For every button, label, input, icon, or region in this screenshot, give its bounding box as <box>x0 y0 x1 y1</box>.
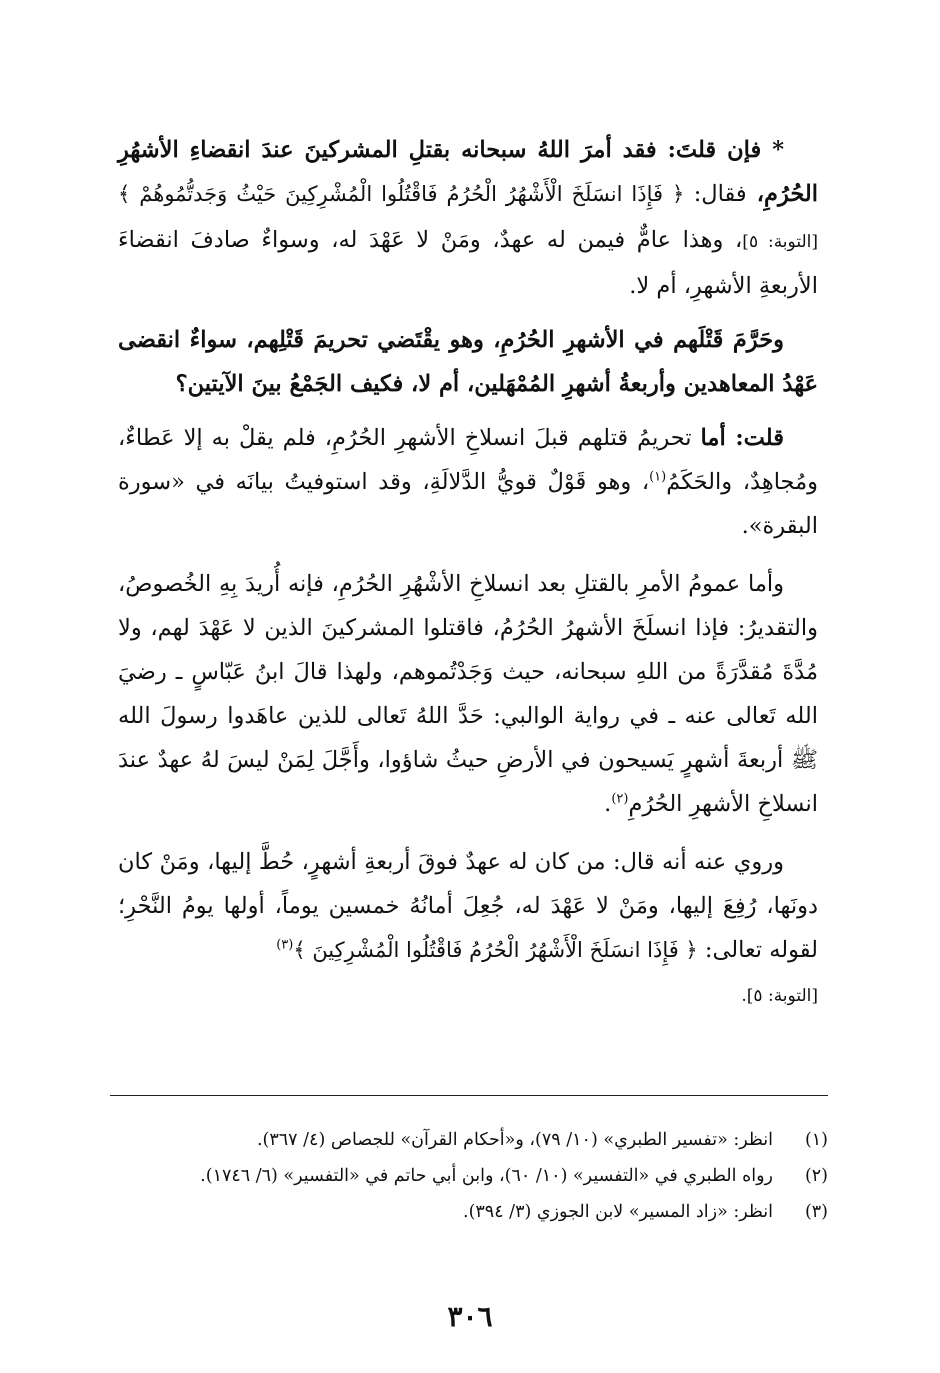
paragraph-answer <box>118 416 818 548</box>
footnote-number: (٢) <box>804 1166 828 1186</box>
answer-continuation: ، وهو قَوْلٌ قويُّ الدَّلالَةِ، وقد استوفيتُ بيانَه في «سورة البقرة». <box>118 469 818 539</box>
footnote-number: (١) <box>804 1130 828 1150</box>
specification-text: وأما عمومُ الأمرِ بالقتلِ بعد انسلاخِ الأشْهُرِ الحُرُمِ، فإنه أُريدَ بِهِ الخُصوصُ، والتقديرُ: فإذا انسلَخَ الأشهرُ الحُرُمُ، فاقتلوا المشركينَ الذين لا عَهْدَ لهم، ولا مُدَّةَ مُقدَّرَةً من اللهِ سبحانه، حيث وَجَدْتُموهم، ولهذا قالَ ابنُ عَبّاسٍ ـ رضيَ الله تَعالى عنه ـ في رواية الوالبي: حَدَّ اللهُ تَعالى للذين عاهَدوا رسولَ الله ﷺ أربعةَ أشهرٍ يَسيحون في الأرضِ حيثُ شاؤوا، وأَجَّلَ لِمَنْ ليسَ لهُ عهدٌ عندَ انسلاخِ الأشهرِ الحُرُمِ <box>118 571 818 817</box>
question-said: فقال: <box>684 181 747 207</box>
answer-lead: قلت: أما <box>700 425 784 451</box>
paragraph-specification <box>118 562 818 826</box>
footnote-divider <box>110 1095 828 1096</box>
narration-text: وروي عنه أنه قال: من كان له عهدٌ فوقَ أربعةِ أشهرٍ، حُطَّ إليها، ومَنْ كان دونَها، رُفِعَ إليها، ومَنْ لا عَهْدَ له، جُعِلَ أمانُهُ خمسين يوماً، أولها يومُ النَّحْرِ؛ لقوله تعالى: <box>118 849 818 963</box>
footnote-text: انظر: «تفسير الطبري» (١٠/ ٧٩)، و«أحكام القرآن» للجصاص (٤/ ٣٦٧). <box>256 1130 773 1150</box>
paragraph-conflict: وحَرَّمَ قَتْلَهم في الأشهرِ الحُرُمِ، وهو يقْتَضي تحريمَ قَتْلِهم، سواءٌ انقضى عَهْدُ المعاهدين وأربعةُ أشهرِ المُمْهَلين، أم لا، فكيف الجَمْعُ بينَ الآيتين؟ <box>118 327 818 397</box>
footnote-item <box>108 1122 828 1158</box>
surah-reference: [التوبة: ٥] <box>742 232 818 252</box>
footnote-marker[interactable]: (٢) <box>611 791 629 807</box>
footnotes <box>108 1122 828 1230</box>
footnote-number: (٣) <box>804 1202 828 1222</box>
quran-quote: ﴿ فَإِذَا انسَلَخَ الْأَشْهُرُ الْحُرُمُ فَاقْتُلُوا الْمُشْرِكِينَ ﴾ <box>293 938 698 962</box>
footnote-marker[interactable]: (١) <box>649 469 667 485</box>
quran-quote: ﴿ فَإِذَا انسَلَخَ الْأَشْهُرُ الْحُرُمُ فَاقْتُلُوا الْمُشْرِكِينَ حَيْثُ وَجَدتُّمُوهُمْ ﴾ <box>118 182 685 206</box>
footnote-item <box>108 1158 828 1194</box>
paragraph-narration <box>118 840 818 1018</box>
answer-text: تحريمُ قتلهم قبلَ انسلاخِ الأشهرِ الحُرُمِ، فلم يقلْ به إلا عَطاءٌ، ومُجاهِدٌ، والحَكَمُ <box>118 425 818 495</box>
paragraph-question <box>118 128 818 308</box>
main-text <box>118 128 818 1018</box>
question-text: فقد أمرَ اللهُ سبحانه بقتلِ المشركينَ عندَ انقضاءِ الأشهُرِ الحُرُمِ، <box>118 137 818 207</box>
footnote-text: انظر: «زاد المسير» لابن الجوزي (٣/ ٣٩٤). <box>463 1202 773 1222</box>
question-continuation: ، وهذا عامٌّ فيمن له عهدٌ، ومَنْ لا عَهْدَ له، وسواءٌ صادفَ انقضاءَ الأربعةِ الأشهرِ، أم لا. <box>118 227 818 299</box>
footnote-text: رواه الطبري في «التفسير» (١٠/ ٦٠)، وابن أبي حاتم في «التفسير» (٦/ ١٧٤٦). <box>200 1166 773 1186</box>
footnote-item <box>108 1194 828 1230</box>
page-number: ٣٠٦ <box>447 1300 493 1333</box>
specification-end: . <box>604 791 612 817</box>
surah-reference: [التوبة: ٥]. <box>741 986 818 1006</box>
question-lead: * فإن قلتَ: <box>667 137 784 163</box>
footnote-marker[interactable]: (٣) <box>276 937 294 953</box>
